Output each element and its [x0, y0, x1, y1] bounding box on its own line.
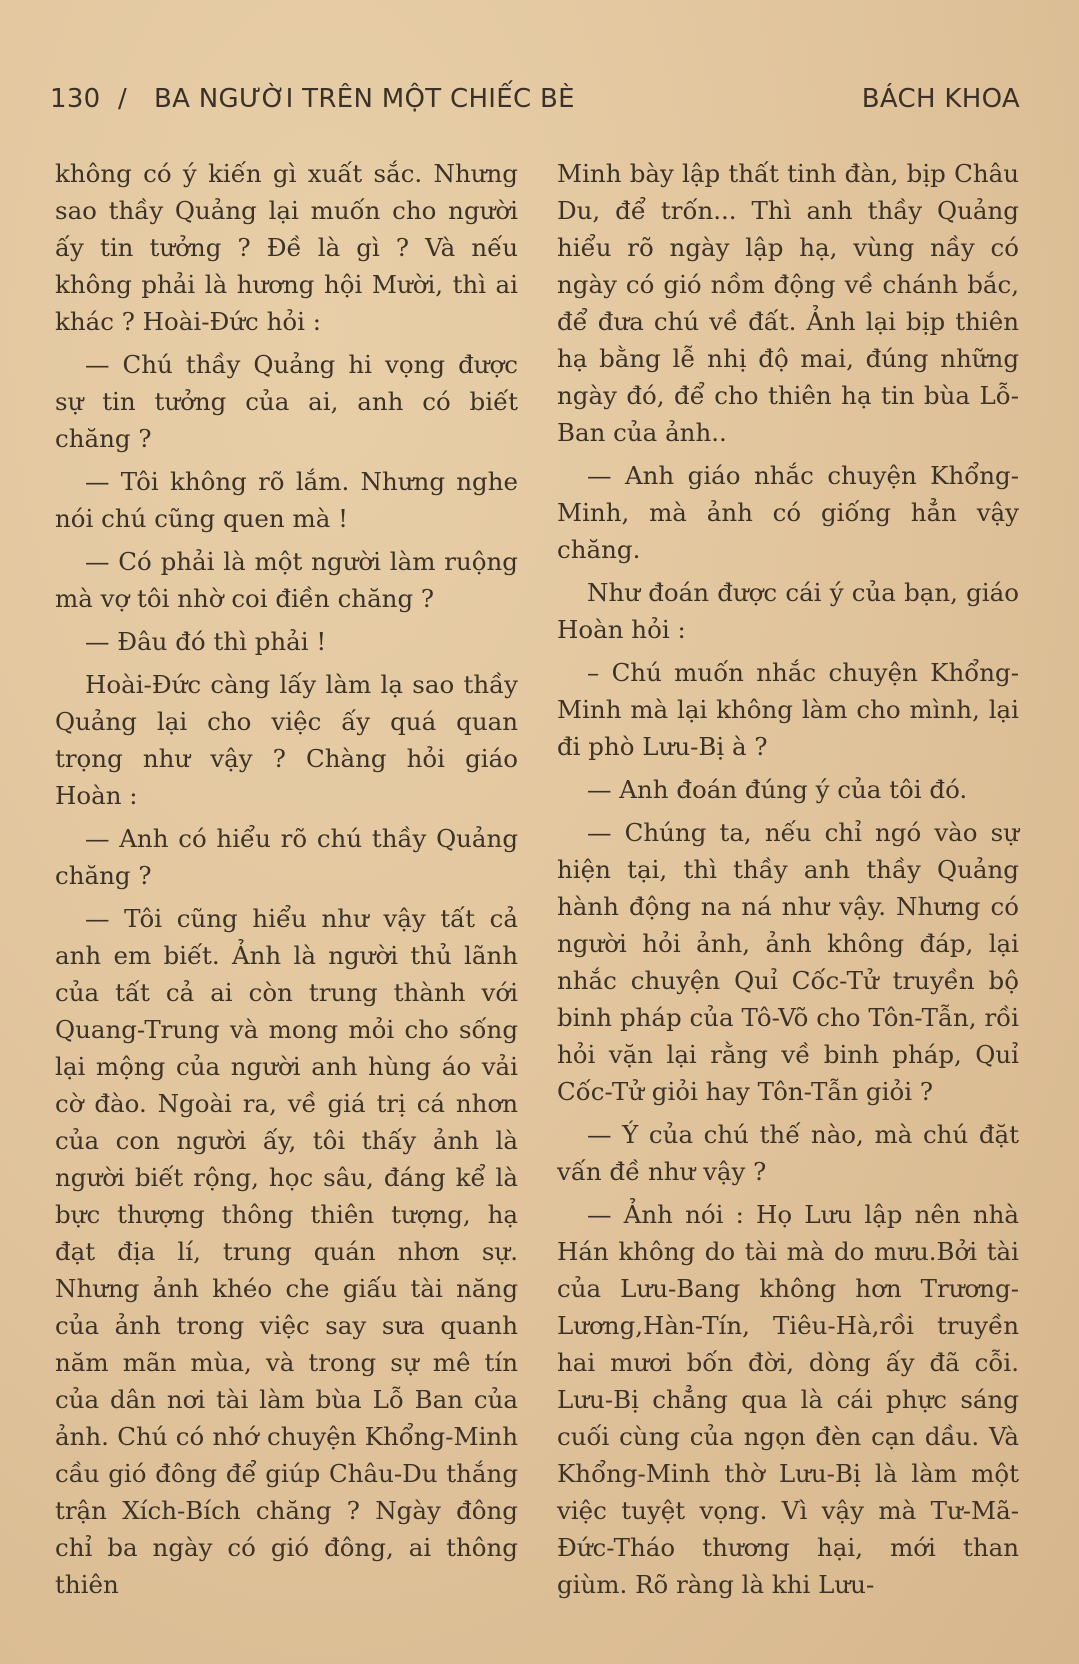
paragraph: — Tôi không rõ lắm. Nhưng nghe nói chú cũng quen mà !: [55, 467, 518, 533]
paragraph: — Chúng ta, nếu chỉ ngó vào sự hiện tại, thì thầy anh thầy Quảng hành động na ná như vậy. Nhưng có người hỏi ảnh, ảnh không đáp, lại nhắc chuyện Quỉ Cốc-Tử truyền bộ binh pháp của Tô-Võ cho Tôn-Tẫn, rồi hỏi vặn lại rằng về binh pháp, Quỉ Cốc-Tử giỏi hay Tôn-Tẫn giỏi ?: [557, 818, 1019, 1106]
journal-name: BÁCH KHOA: [861, 84, 1020, 114]
paragraph: Hoài-Đức càng lấy làm lạ sao thầy Quảng lại cho việc ấy quá quan trọng như vậy ? Chàng hỏi giáo Hoàn :: [55, 670, 518, 810]
right-column: [557, 155, 1019, 1603]
paragraph: — Anh giáo nhắc chuyện Khổng-Minh, mà ảnh có giống hẳn vậy chăng.: [557, 461, 1019, 564]
paragraph: — Anh đoán đúng ý của tôi đó.: [587, 775, 968, 804]
paragraph: — Ảnh nói : Họ Lưu lập nên nhà Hán không do tài mà do mưu.Bởi tài của Lưu-Bang không hơn Trương-Lương,Hàn-Tín, Tiêu-Hà,rồi truyền hai mươi bốn đời, dòng ấy đã cỗi. Lưu-Bị chẳng qua là cái phực sáng cuối cùng của ngọn đèn cạn dầu. Và Khổng-Minh thờ Lưu-Bị là làm một việc tuyệt vọng. Vì vậy mà Tư-Mã-Đức-Tháo thương hại, mới than giùm. Rõ ràng là khi Lưu-: [557, 1200, 1019, 1599]
paragraph: — Tôi cũng hiểu như vậy tất cả anh em biết. Ảnh là người thủ lãnh của tất cả ai còn trung thành với Quang-Trung và mong mỏi cho sống lại mộng của người anh hùng áo vải cờ đào. Ngoài ra, về giá trị cá nhơn của con người ấy, tôi thấy ảnh là người biết rộng, học sâu, đáng kể là bực thượng thông thiên tượng, hạ đạt địa lí, trung quán nhơn sự. Nhưng ảnh khéo che giấu tài năng của ảnh trong việc say sưa quanh năm mãn mùa, và trong sự mê tín của dân nơi tài làm bùa Lỗ Ban của ảnh. Chú có nhớ chuyện Khổng-Minh cầu gió đông để giúp Châu-Du thắng trận Xích-Bích chăng ? Ngày đông chỉ ba ngày có gió đông, ai thông thiên: [55, 904, 518, 1599]
chapter-title: BA NGƯỜI TRÊN MỘT CHIẾC BÈ: [154, 84, 575, 114]
paragraph: — Đâu đó thì phải !: [85, 627, 327, 656]
paragraph: — Ý của chú thế nào, mà chú đặt vấn đề như vậy ?: [557, 1120, 1019, 1186]
running-header: [50, 84, 1020, 124]
paragraph: Minh bày lập thất tinh đàn, bịp Châu Du, để trốn... Thì anh thầy Quảng hiểu rõ ngày lập hạ, vùng nầy có ngày có gió nồm động về chánh bắc, để đưa chú về đất. Ảnh lại bịp thiên hạ bằng lễ nhị độ mai, đúng những ngày đó, để cho thiên hạ tin bùa Lỗ-Ban của ảnh..: [557, 159, 1019, 447]
paragraph: — Chú thầy Quảng hi vọng được sự tin tưởng của ai, anh có biết chăng ?: [55, 350, 518, 453]
paragraph: — Có phải là một người làm ruộng mà vợ tôi nhờ coi điền chăng ?: [55, 547, 518, 613]
header-separator: /: [118, 84, 128, 114]
page-number: 130: [50, 84, 101, 114]
paragraph: Như đoán được cái ý của bạn, giáo Hoàn hỏi :: [557, 578, 1019, 644]
paragraph: không có ý kiến gì xuất sắc. Nhưng sao thầy Quảng lại muốn cho người ấy tin tưởng ? Đề là gì ? Và nếu không phải là hương hội Mười, thì ai khác ? Hoài-Đức hỏi :: [55, 159, 518, 336]
left-column: [55, 155, 518, 1603]
paragraph: – Chú muốn nhắc chuyện Khổng-Minh mà lại không làm cho mình, lại đi phò Lưu-Bị à ?: [557, 658, 1019, 761]
paragraph: — Anh có hiểu rõ chú thầy Quảng chăng ?: [55, 824, 518, 890]
